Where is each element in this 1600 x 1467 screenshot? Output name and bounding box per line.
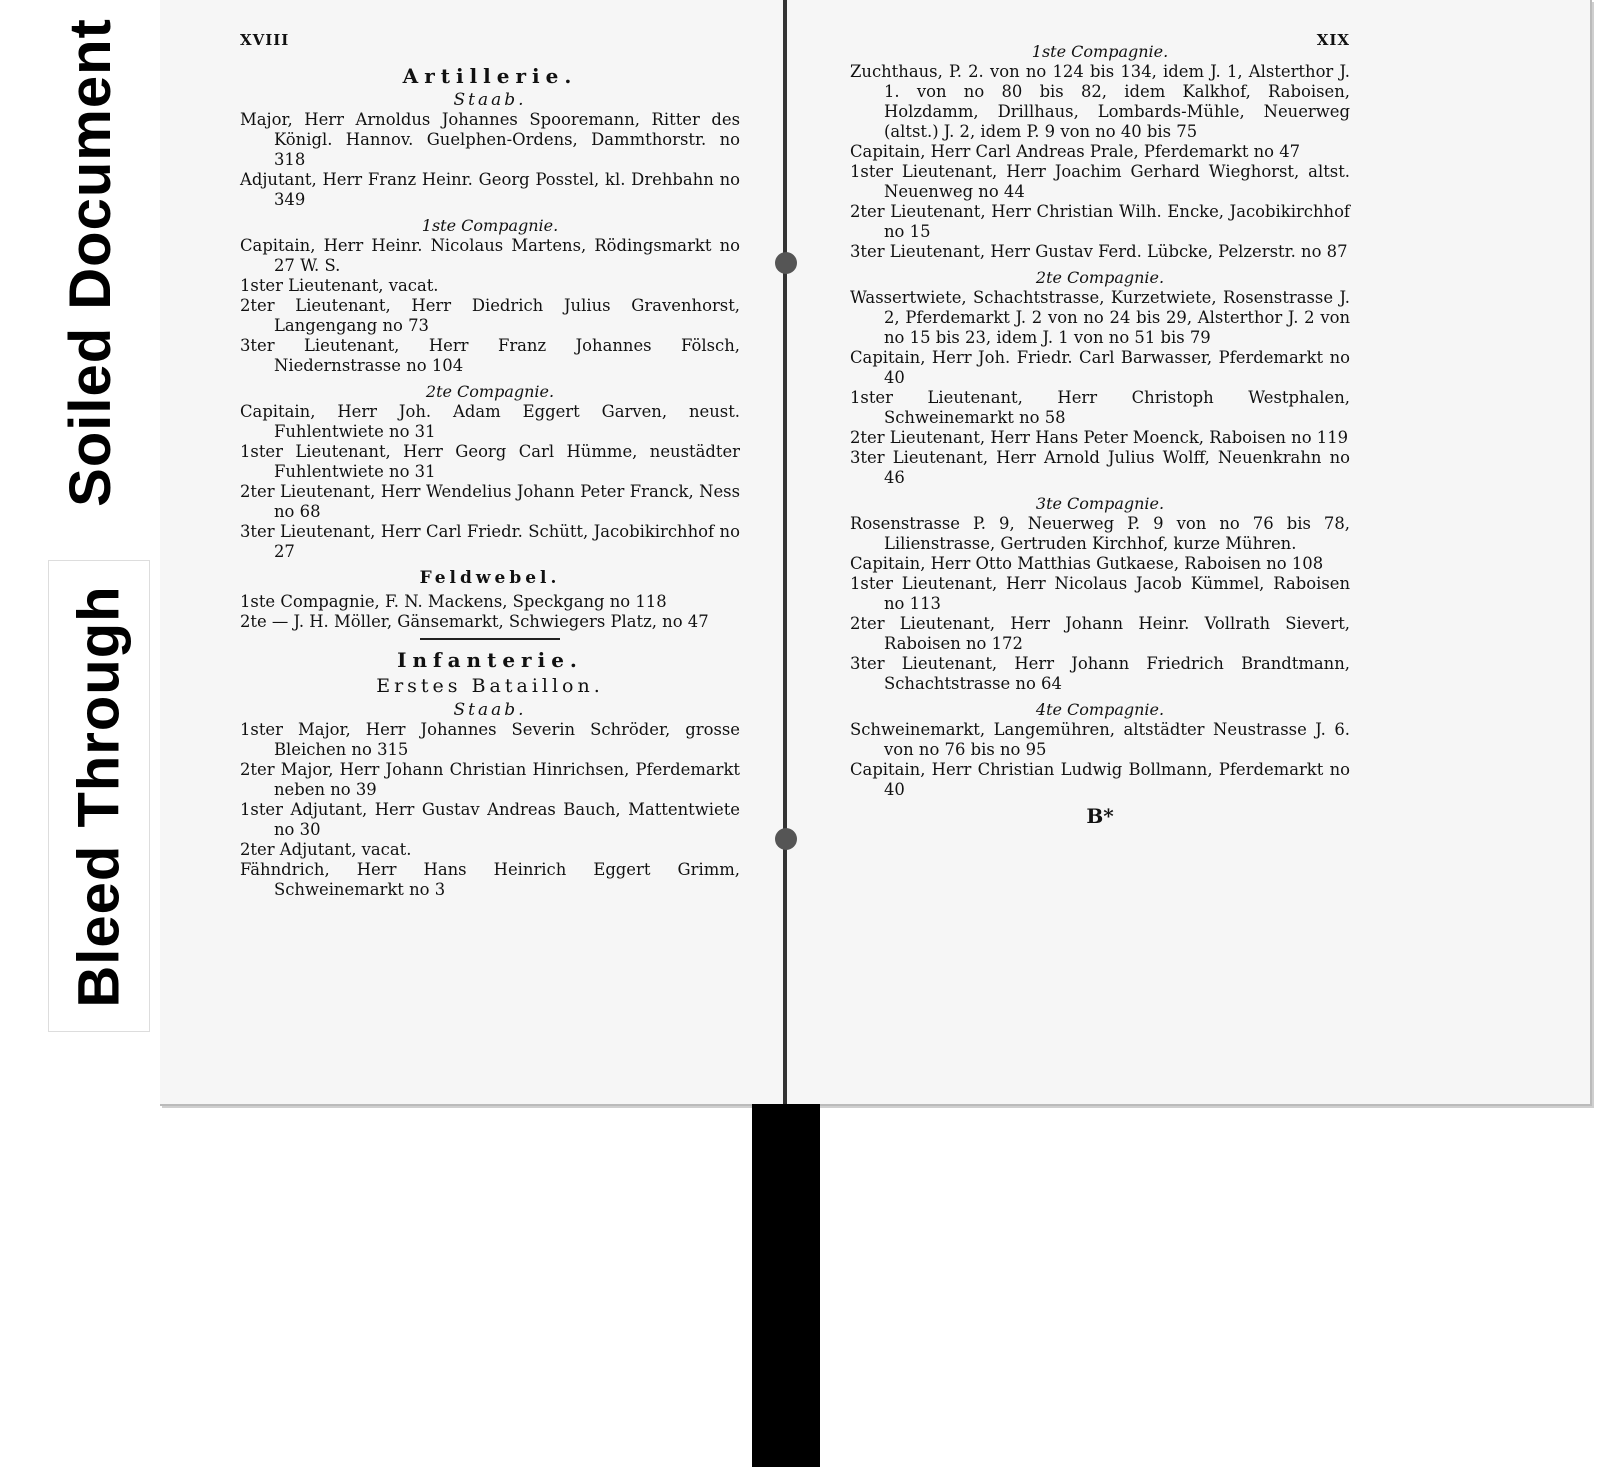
list-entry: 2ter Lieutenant, Herr Wendelius Johann Peter Franck, Ness no 68 — [240, 482, 740, 521]
section-title-infanterie: Infanterie. — [397, 648, 583, 672]
list-entry: 3ter Lieutenant, Herr Arnold Julius Wolff, Neuenkrahn no 46 — [850, 448, 1350, 487]
list-entry: Capitain, Herr Otto Matthias Gutkaese, Raboisen no 108 — [850, 554, 1324, 573]
bleed-through-label: Bleed Through — [48, 560, 150, 1032]
list-entry: Capitain, Herr Carl Andreas Prale, Pferdemarkt no 47 — [850, 142, 1301, 161]
list-entry: 2te — J. H. Möller, Gänsemarkt, Schwiegers Platz, no 47 — [240, 612, 709, 631]
list-entry: Capitain, Herr Joh. Friedr. Carl Barwasser, Pferdemarkt no 40 — [850, 348, 1350, 387]
list-entry: Adjutant, Herr Franz Heinr. Georg Posstel, kl. Drehbahn no 349 — [240, 170, 740, 209]
list-entry: Capitain, Herr Christian Ludwig Bollmann, Pferdemarkt no 40 — [850, 760, 1350, 799]
company-heading: 1ste Compagnie. — [421, 216, 559, 235]
list-entry: Major, Herr Arnoldus Johannes Spooremann, Ritter des Königl. Hannov. Guelphen-Ordens, Dammthorstr. no 318 — [240, 110, 740, 169]
company-heading: 3te Compagnie. — [1035, 494, 1165, 513]
list-entry: 1ster Lieutenant, vacat. — [240, 276, 439, 295]
binding-knot — [775, 252, 797, 274]
signature-mark: B* — [1086, 804, 1114, 828]
page-number: XIX — [1316, 31, 1350, 49]
list-entry: 3ter Lieutenant, Herr Johann Friedrich Brandtmann, Schachtstrasse no 64 — [850, 654, 1350, 693]
list-entry: 1ster Lieutenant, Herr Christoph Westphalen, Schweinemarkt no 58 — [850, 388, 1350, 427]
list-entry: 2ter Lieutenant, Herr Christian Wilh. Encke, Jacobikirchhof no 15 — [850, 202, 1350, 241]
company-heading: 1ste Compagnie. — [1031, 42, 1169, 61]
list-entry: 1ster Lieutenant, Herr Nicolaus Jacob Kümmel, Raboisen no 113 — [850, 574, 1350, 613]
left-page — [240, 30, 740, 900]
list-entry: 3ter Lieutenant, Herr Franz Johannes Fölsch, Niedernstrasse no 104 — [240, 336, 740, 375]
bookmark-ribbon — [752, 1104, 820, 1467]
list-entry: 1ster Major, Herr Johannes Severin Schröder, grosse Bleichen no 315 — [240, 720, 740, 759]
staab-heading: Staab. — [453, 90, 527, 110]
list-entry: 1ster Lieutenant, Herr Georg Carl Hümme, neustädter Fuhlentwiete no 31 — [240, 442, 740, 481]
book-spine — [783, 0, 787, 1104]
soiled-document-label: Soiled Document — [40, 0, 140, 525]
list-entry: 1ster Lieutenant, Herr Joachim Gerhard Wieghorst, altst. Neuenweg no 44 — [850, 162, 1350, 201]
list-entry: 1ster Adjutant, Herr Gustav Andreas Bauch, Mattentwiete no 30 — [240, 800, 740, 839]
company-heading: 2te Compagnie. — [1035, 268, 1165, 287]
list-entry: 2ter Adjutant, vacat. — [240, 840, 412, 859]
district-text: Schweinemarkt, Langemühren, altstädter Neustrasse J. 6. von no 76 bis no 95 — [850, 720, 1350, 759]
page-number: XVIII — [240, 31, 290, 49]
district-text: Rosenstrasse P. 9, Neuerweg P. 9 von no 76 bis 78, Lilienstrasse, Gertruden Kirchhof, kurze Mühren. — [850, 514, 1350, 553]
list-entry: 3ter Lieutenant, Herr Carl Friedr. Schütt, Jacobikirchhof no 27 — [240, 522, 740, 561]
company-heading: 2te Compagnie. — [425, 382, 555, 401]
list-entry: 2ter Lieutenant, Herr Diedrich Julius Gravenhorst, Langengang no 73 — [240, 296, 740, 335]
list-entry: 2ter Lieutenant, Herr Hans Peter Moenck, Raboisen no 119 — [850, 428, 1349, 447]
section-title-artillerie: Artillerie. — [402, 64, 578, 88]
district-text: Wassertwiete, Schachtstrasse, Kurzetwiete, Rosenstrasse J. 2, Pferdemarkt J. 2 von no 24 bis 29, Alsterthor J. 2 von no 15 bis 23, idem J. 1 von no 51 bis 79 — [850, 288, 1350, 347]
bataillon-heading: Erstes Bataillon. — [376, 675, 604, 697]
list-entry: 1ste Compagnie, F. N. Mackens, Speckgang no 118 — [240, 592, 667, 611]
list-entry: Fähndrich, Herr Hans Heinrich Eggert Grimm, Schweinemarkt no 3 — [240, 860, 740, 899]
company-heading: 4te Compagnie. — [1035, 700, 1165, 719]
binding-knot — [775, 828, 797, 850]
list-entry: Capitain, Herr Joh. Adam Eggert Garven, neust. Fuhlentwiete no 31 — [240, 402, 740, 441]
right-page — [850, 30, 1350, 826]
district-text: Zuchthaus, P. 2. von no 124 bis 134, idem J. 1, Alsterthor J. 1. von no 80 bis 82, idem Kalkhof, Raboisen, Holzdamm, Drillhaus, Lombards-Mühle, Neuerweg (altst.) J. 2, idem P. 9 von no 40 bis 75 — [850, 62, 1350, 141]
section-title-feldwebel: Feldwebel. — [419, 568, 561, 588]
list-entry: 3ter Lieutenant, Herr Gustav Ferd. Lübcke, Pelzerstr. no 87 — [850, 242, 1348, 261]
staab-heading: Staab. — [453, 700, 527, 720]
list-entry: Capitain, Herr Heinr. Nicolaus Martens, Rödingsmarkt no 27 W. S. — [240, 236, 740, 275]
list-entry: 2ter Lieutenant, Herr Johann Heinr. Vollrath Sievert, Raboisen no 172 — [850, 614, 1350, 653]
list-entry: 2ter Major, Herr Johann Christian Hinrichsen, Pferdemarkt neben no 39 — [240, 760, 740, 799]
divider — [420, 638, 560, 640]
